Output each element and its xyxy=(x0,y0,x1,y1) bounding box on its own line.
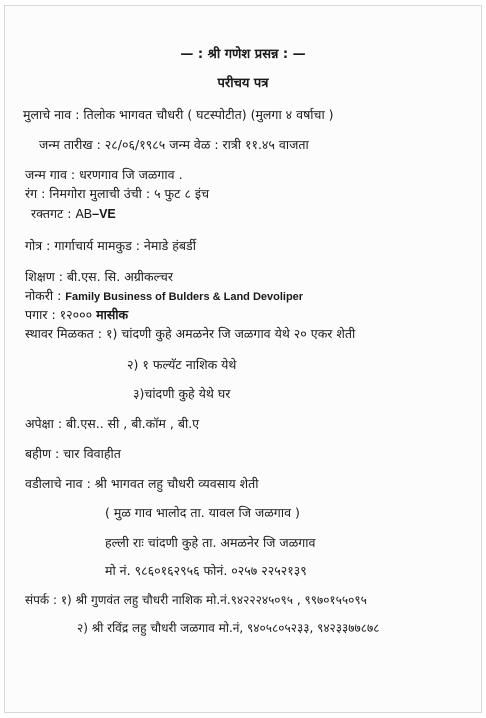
document-page xyxy=(4,5,482,713)
name-line: मुलाचे नाव : तिलोक भागवत चौधरी ( घटस्पोटीत) (मुलगा ४ वर्षाचा ) xyxy=(23,107,334,122)
job-line xyxy=(25,288,303,305)
blood-group-label: रक्तगट : xyxy=(31,206,72,221)
salary-period: मासीक xyxy=(96,307,129,322)
birthplace-line: जन्म गाव : धरणगाव जि जळगाव . xyxy=(25,167,183,182)
property-line-2: २) १ फल्यॅट नाशिक येथे xyxy=(127,357,237,372)
sister-line: बहीण : चार विवाहीत xyxy=(25,446,121,461)
document-title: परीचय पत्र xyxy=(217,76,269,91)
job-label: नोकरी : xyxy=(25,288,62,303)
property-line-3: ३)चांदणी कुहे येथे घर xyxy=(133,386,231,401)
expectation-line: अपेक्षा : बी.एस.. सी , बी.कॉम , बी.ए xyxy=(25,416,200,431)
property-line-1: स्थावर मिळकत : १) चांदणी कुहे अमळनेर जि जळगाव येथे २० एकर शेती xyxy=(25,326,356,341)
education-line: शिक्षण : बी.एस. सि. अग्रीकल्चर xyxy=(25,269,173,284)
blood-group-ab: AB xyxy=(75,207,93,221)
job-value: Family Business of Bulders & Land Devoliper xyxy=(65,291,304,303)
contact-line-2: २) श्री रविंद्र लहु चौधरी जळगाव मो.नं, ९४०५८०५२३३, ९४२३३७७८७८ xyxy=(77,621,380,635)
invocation-heading: — : श्री गणेश प्रसन्न : — xyxy=(180,47,306,62)
salary-amount: पगार : १२००० xyxy=(25,307,93,322)
native-place-line: ( मुळ गाव भालोद ता. यावल जि जळगाव ) xyxy=(105,505,300,520)
complexion-height-line: रंग : निमगोरा मुलाची उंची : ५ फुट ८ इंच xyxy=(25,186,210,201)
phone-line: मो नं. ९८६०१६२९५६ फोनं. ०२५७ २२५२१३९ xyxy=(105,563,307,578)
birth-line: जन्म तारीख : २८/०६/१९८५ जन्म वेळ : रात्री ११.४५ वाजता xyxy=(39,137,309,152)
blood-group-line xyxy=(31,206,116,222)
contact-line-1: संपर्क : १) श्री गुणवंत लहु चौधरी नाशिक मो.नं.९४२२२४५०९५ , ९९७०१५५०९५ xyxy=(25,593,367,607)
salary-line xyxy=(25,307,128,323)
blood-group-ve: –VE xyxy=(92,207,116,221)
gotra-line: गोत्र : गार्गाचार्य मामकुड : नेमाडे हंबर्डी xyxy=(25,238,196,253)
father-line: वडीलाचे नाव : श्री भागवत लहु चौधरी व्यवसाय शेती xyxy=(25,476,259,491)
current-address-line: हल्ली राः चांदणी कुहे ता. अमळनेर जि जळगाव xyxy=(105,535,316,550)
